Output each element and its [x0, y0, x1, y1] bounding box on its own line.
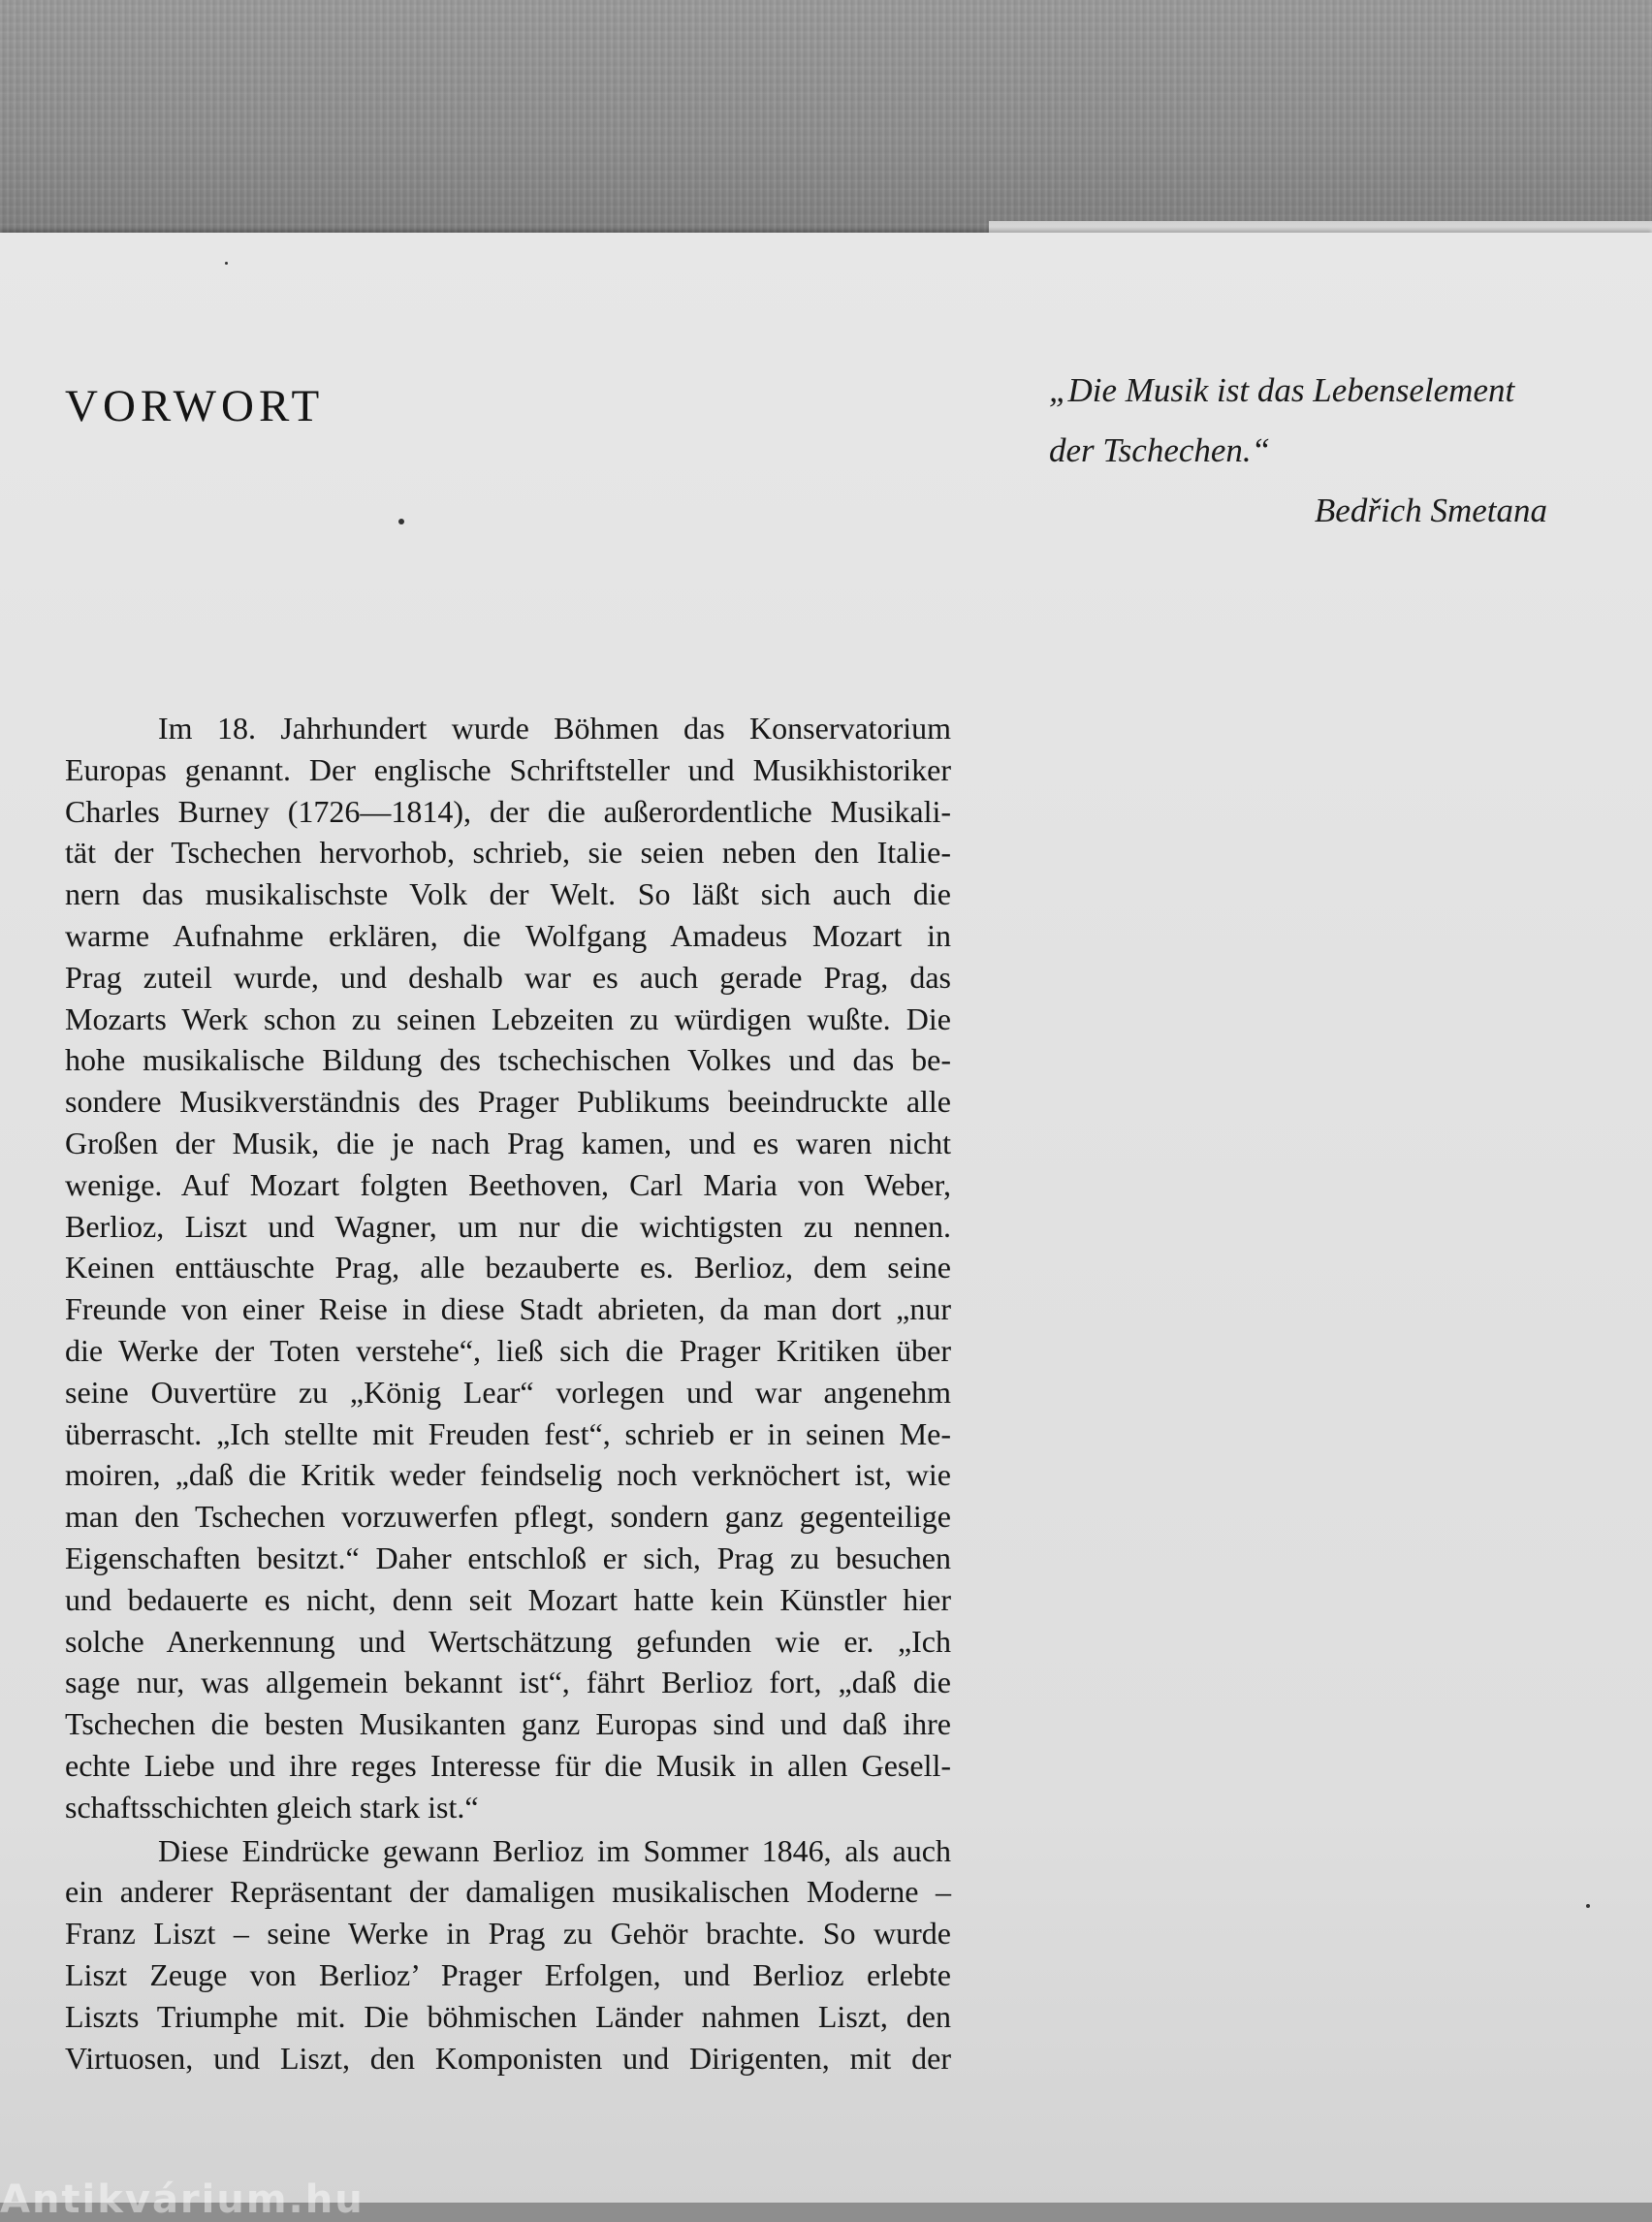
body-line: überrascht. „Ich stellte mit Freuden fest“, schrieb er in seinen Me-: [65, 1415, 951, 1451]
body-line: Freunde von einer Reise in diese Stadt abrieten, da man dort „nur: [65, 1291, 951, 1327]
body-line: Liszt Zeuge von Berlioz’ Prager Erfolgen, und Berlioz erlebte: [65, 1956, 951, 1992]
body-line: hohe musikalische Bildung des tschechischen Volkes und das be-: [65, 1042, 951, 1078]
body-line: Prag zuteil wurde, und deshalb war es auch gerade Prag, das: [65, 959, 951, 995]
body-line: Diese Eindrücke gewann Berlioz im Sommer 1846, als auch: [158, 1832, 951, 1868]
body-line: Großen der Musik, die je nach Prag kamen, und es waren nicht: [65, 1125, 951, 1160]
epigraph: [1049, 361, 1592, 541]
body-line: Charles Burney (1726—1814), der die außerordentliche Musikali-: [65, 793, 951, 829]
fabric-backdrop: [0, 0, 1652, 242]
body-line: wenige. Auf Mozart folgten Beethoven, Carl Maria von Weber,: [65, 1166, 951, 1202]
ink-speck: [398, 519, 404, 524]
body-line: nern das musikalischste Volk der Welt. So läßt sich auch die: [65, 876, 951, 912]
body-line: solche Anerkennung und Wertschätzung gefunden wie er. „Ich: [65, 1623, 951, 1659]
body-line: sage nur, was allgemein bekannt ist“, fährt Berlioz fort, „daß die: [65, 1665, 951, 1700]
body-line: Franz Liszt – seine Werke in Prag zu Gehör brachte. So wurde: [65, 1916, 951, 1952]
body-line: seine Ouvertüre zu „König Lear“ vorlegen und war angenehm: [65, 1374, 951, 1410]
body-line: Berlioz, Liszt und Wagner, um nur die wichtigsten zu nennen.: [65, 1208, 951, 1244]
body-line: tät der Tschechen hervorhob, schrieb, sie seien neben den Italie-: [65, 835, 951, 871]
body-line: und bedauerte es nicht, denn seit Mozart hatte kein Künstler hier: [65, 1581, 951, 1617]
body-line: warme Aufnahme erklären, die Wolfgang Amadeus Mozart in: [65, 917, 951, 953]
ink-speck: [225, 262, 228, 265]
body-line: moiren, „daß die Kritik weder feindselig noch verknöchert ist, wie: [65, 1457, 951, 1493]
watermark: Antikvárium.hu: [0, 2177, 365, 2222]
epigraph-line-1: „Die Musik ist das Lebenselement: [1049, 371, 1515, 409]
body-line: Tschechen die besten Musikanten ganz Europas sind und daß ihre: [65, 1706, 951, 1742]
page-heading: VORWORT: [65, 381, 325, 431]
body-line: Eigenschaften besitzt.“ Daher entschloß er sich, Prag zu besuchen: [65, 1540, 951, 1575]
epigraph-line-2: der Tschechen.“: [1049, 431, 1271, 469]
epigraph-author: Bedřich Smetana: [1314, 492, 1547, 529]
body-line: sondere Musikverständnis des Prager Publikums beeindruckte alle: [65, 1084, 951, 1120]
body-line: schaftsschichten gleich stark ist.“: [65, 1789, 479, 1825]
body-line: die Werke der Toten verstehe“, ließ sich die Prager Kritiken über: [65, 1332, 951, 1368]
body-line: Mozarts Werk schon zu seinen Lebzeiten zu würdigen wußte. Die: [65, 1000, 951, 1036]
body-line: ein anderer Repräsentant der damaligen musikalischen Moderne –: [65, 1874, 951, 1910]
body-text: [65, 708, 951, 2079]
ink-speck: [1586, 1904, 1590, 1908]
body-line: Im 18. Jahrhundert wurde Böhmen das Konservatorium: [158, 711, 951, 746]
body-line: man den Tschechen vorzuwerfen pflegt, sondern ganz gegenteilige: [65, 1499, 951, 1535]
body-line: Virtuosen, und Liszt, den Komponisten und Dirigenten, mit der: [65, 2040, 951, 2076]
body-line: echte Liebe und ihre reges Interesse für die Musik in allen Gesell-: [65, 1747, 951, 1783]
body-line: Liszts Triumphe mit. Die böhmischen Länder nahmen Liszt, den: [65, 1998, 951, 2034]
body-line: Europas genannt. Der englische Schriftsteller und Musikhistoriker: [65, 751, 951, 787]
body-line: Keinen enttäuschte Prag, alle bezauberte es. Berlioz, dem seine: [65, 1250, 951, 1286]
